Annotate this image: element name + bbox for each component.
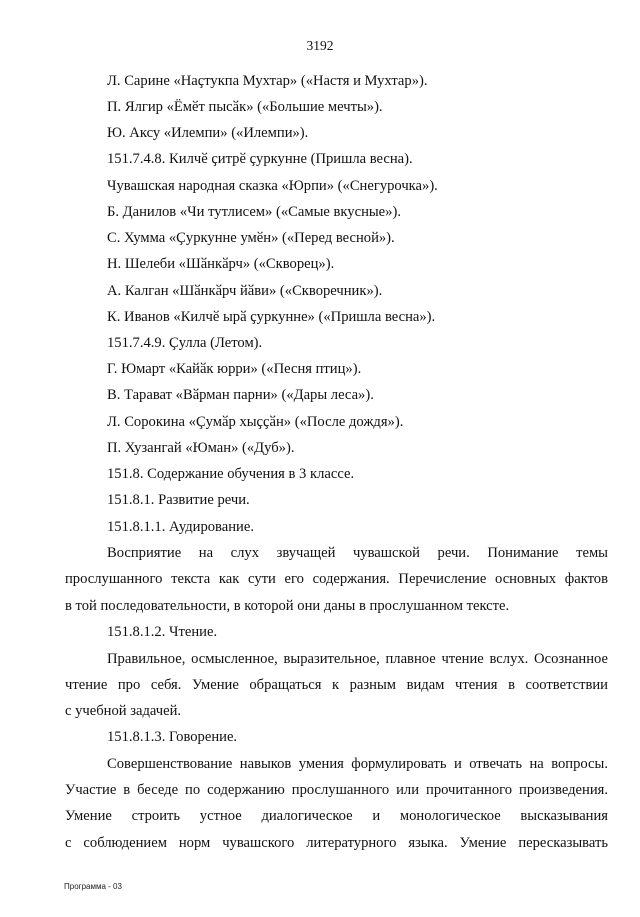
- paragraph-line: чтение про себя. Умение обращаться к разным видам чтения в соответствии: [65, 677, 608, 693]
- section-heading: 151.8.1.1. Аудирование.: [107, 519, 254, 535]
- paragraph-line: Правильное, осмысленное, выразительное, плавное чтение вслух. Осознанное: [107, 651, 608, 667]
- footer-label: Программа - 03: [64, 882, 122, 891]
- paragraph-line: с учебной задачей.: [65, 703, 182, 719]
- section-heading: 151.8. Содержание обучения в 3 классе.: [107, 466, 355, 482]
- list-item: Н. Шелеби «Шӑнкӑрч» («Скворец»).: [107, 256, 335, 272]
- list-item: В. Тарават «Вӑрман парни» («Дары леса»).: [107, 387, 374, 403]
- list-item: Б. Данилов «Чи тутлисем» («Самые вкусные»).: [107, 204, 401, 220]
- paragraph-line: в той последовательности, в которой они даны в прослушанном тексте.: [65, 598, 510, 614]
- page-number: 3192: [306, 38, 334, 53]
- section-heading: 151.8.1. Развитие речи.: [107, 492, 250, 508]
- paragraph-line: прослушанного текста как сути его содержания. Перечисление основных фактов: [65, 571, 608, 587]
- list-item: Л. Сорокина «Ҫумӑр хыҫҫӑн» («После дождя»).: [107, 414, 404, 430]
- section-heading: 151.8.1.2. Чтение.: [107, 624, 218, 640]
- list-item: К. Иванов «Килчӗ ырӑ ҫуркунне» («Пришла весна»).: [107, 309, 436, 325]
- paragraph-line: Умение строить устное диалогическое и монологическое высказывания: [65, 808, 608, 824]
- section-heading: 151.8.1.3. Говорение.: [107, 729, 238, 745]
- list-item: Чувашская народная сказка «Юрпи» («Снегурочка»).: [107, 178, 438, 194]
- section-heading: 151.7.4.8. Килчӗ ҫитрӗ ҫуркунне (Пришла весна).: [107, 151, 413, 167]
- list-item: Г. Юмарт «Кайӑк юрри» («Песня птиц»).: [107, 361, 362, 377]
- list-item: П. Хузангай «Юман» («Дуб»).: [107, 440, 295, 456]
- paragraph-line: Участие в беседе по содержанию прослушанного или прочитанного произведения.: [65, 782, 608, 798]
- list-item: А. Калган «Шӑнкӑрч йӑви» («Скворечник»).: [107, 283, 383, 299]
- list-item: Л. Сарине «Наҫтукпа Мухтар» («Настя и Мухтар»).: [107, 73, 428, 89]
- paragraph-line: с соблюдением норм чувашского литературного языка. Умение пересказывать: [65, 835, 608, 851]
- paragraph-line: Совершенствование навыков умения формулировать и отвечать на вопросы.: [107, 756, 608, 772]
- list-item: С. Хумма «Ҫуркунне умӗн» («Перед весной»).: [107, 230, 395, 246]
- section-heading: 151.7.4.9. Ҫулла (Летом).: [107, 335, 263, 351]
- paragraph-line: Восприятие на слух звучащей чувашской речи. Понимание темы: [107, 545, 608, 561]
- list-item: П. Ялгир «Ёмӗт пысӑк» («Большие мечты»).: [107, 99, 383, 115]
- list-item: Ю. Аксу «Илемпи» («Илемпи»).: [107, 125, 309, 141]
